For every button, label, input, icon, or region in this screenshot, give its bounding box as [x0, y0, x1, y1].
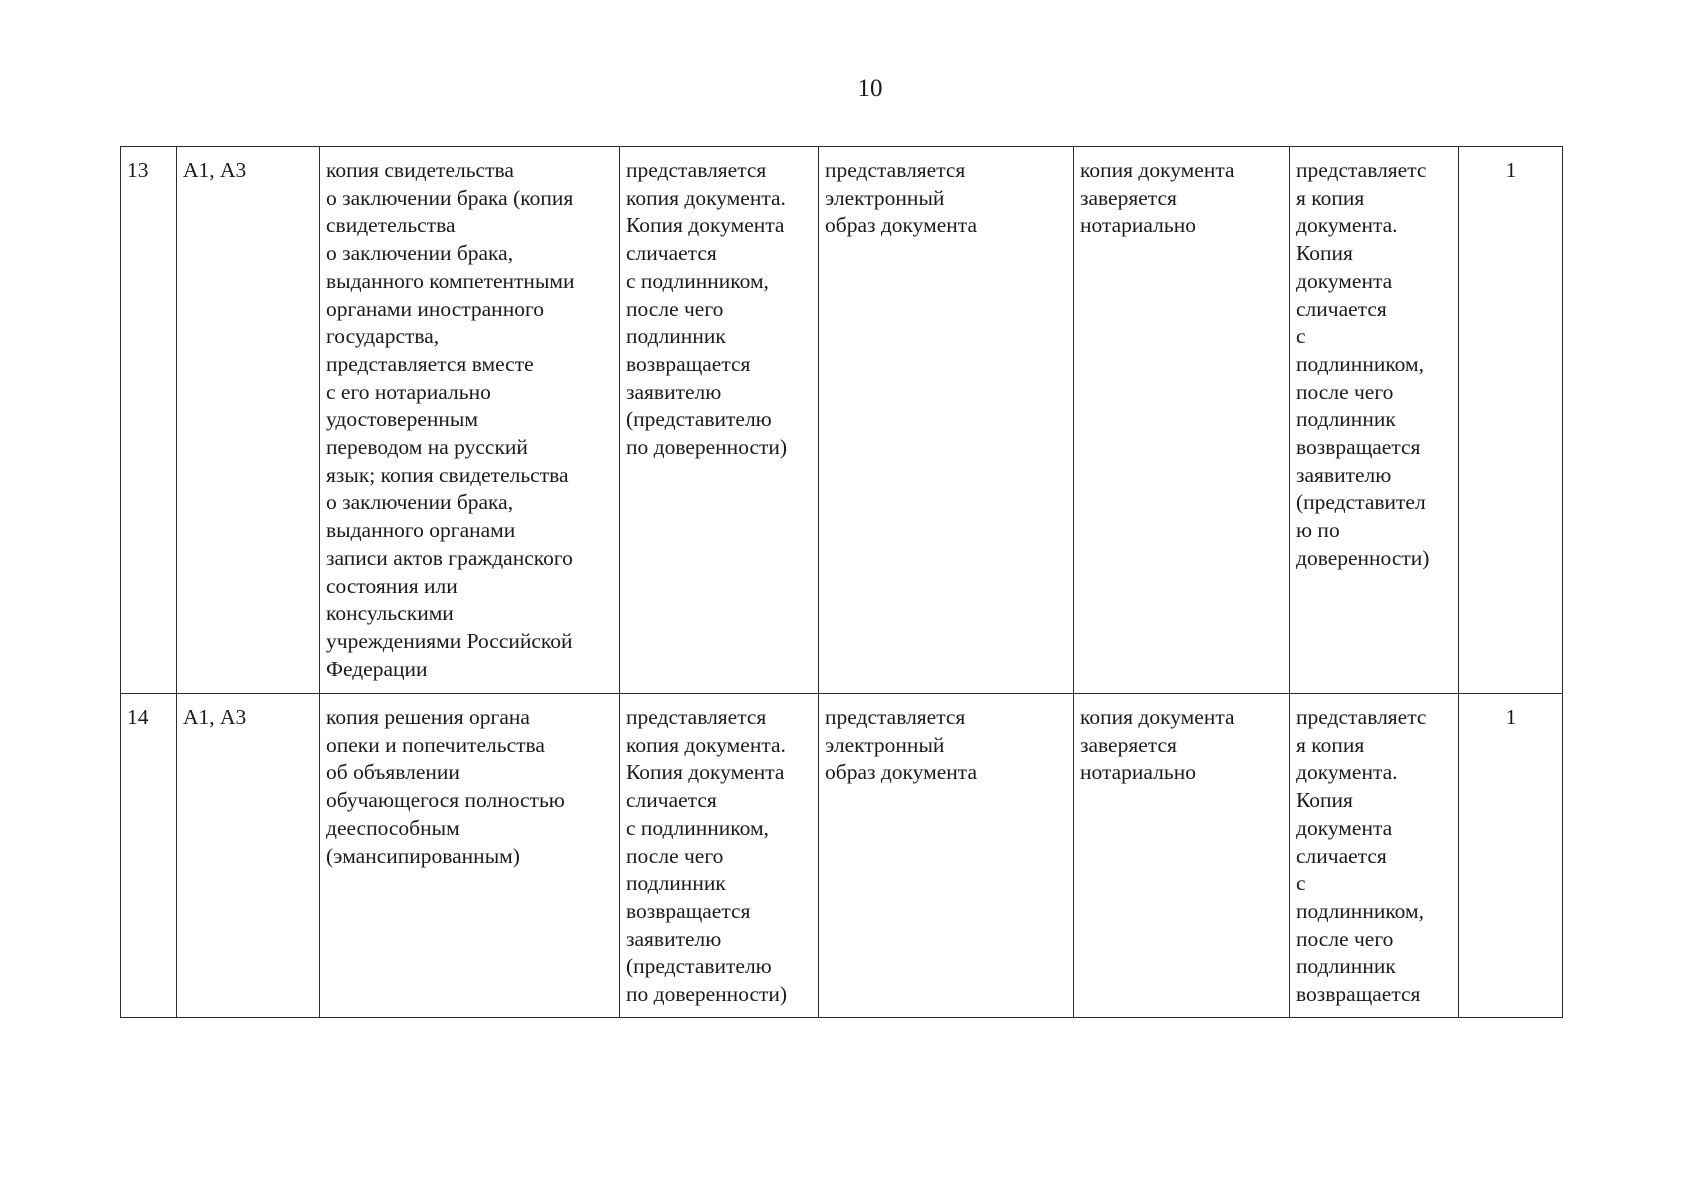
- document-description: копия свидетельства о заключении брака (копия свидетельства о заключении брака, выданного компетентными органами иностранного государства, представляется вместе с его нотариально удостоверенным переводом на русский язык; копия свидетельства о заключении брака, выданного органами записи актов гражданского состояния или консульскими учреждениями Российской Федерации: [326, 158, 575, 681]
- paper-submission-text: представляется копия документа. Копия документа сличается с подлинником, после чего подлинник возвращается заявителю (представителю по доверенности): [626, 158, 788, 460]
- count-cell: [1459, 694, 1563, 1018]
- row-number-cell: [121, 694, 177, 1018]
- document-cell: [320, 694, 620, 1018]
- mfc-submission-cell: [1290, 147, 1459, 694]
- row-number-cell: [121, 147, 177, 694]
- electronic-submission-text: представляется электронный образ документа: [825, 158, 978, 238]
- codes-cell: [177, 147, 320, 694]
- count-cell: [1459, 147, 1563, 694]
- mail-submission-text: копия документа заверяется нотариально: [1080, 158, 1235, 238]
- paper-submission-text: представляется копия документа. Копия документа сличается с подлинником, после чего подлинник возвращается заявителю (представителю по доверенности): [626, 705, 788, 1007]
- table-row: [121, 147, 1563, 694]
- electronic-submission-cell: [819, 694, 1074, 1018]
- document-description: копия решения органа опеки и попечительства об объявлении обучающегося полностью дееспособным (эмансипированным): [326, 705, 565, 868]
- document-count: 1: [1505, 158, 1517, 182]
- mail-submission-cell: [1074, 147, 1290, 694]
- applicant-codes: А1, А3: [183, 158, 247, 182]
- row-number: 13: [127, 158, 149, 182]
- mfc-submission-text: представляетс я копия документа. Копия документа сличается с подлинником, после чего подлинник возвращается: [1296, 705, 1427, 1007]
- page-number: 10: [857, 75, 883, 102]
- applicant-codes: А1, А3: [183, 705, 247, 729]
- mfc-submission-text: представляетс я копия документа. Копия документа сличается с подлинником, после чего подлинник возвращается заявителю (представител ю по доверенности): [1296, 158, 1430, 570]
- row-number: 14: [127, 705, 149, 729]
- electronic-submission-cell: [819, 147, 1074, 694]
- documents-table: [120, 146, 1563, 1018]
- paper-submission-cell: [620, 694, 819, 1018]
- table-row: [121, 694, 1563, 1018]
- electronic-submission-text: представляется электронный образ документа: [825, 705, 978, 785]
- paper-submission-cell: [620, 147, 819, 694]
- codes-cell: [177, 694, 320, 1018]
- document-count: 1: [1505, 705, 1517, 729]
- mail-submission-text: копия документа заверяется нотариально: [1080, 705, 1235, 785]
- mail-submission-cell: [1074, 694, 1290, 1018]
- document-cell: [320, 147, 620, 694]
- mfc-submission-cell: [1290, 694, 1459, 1018]
